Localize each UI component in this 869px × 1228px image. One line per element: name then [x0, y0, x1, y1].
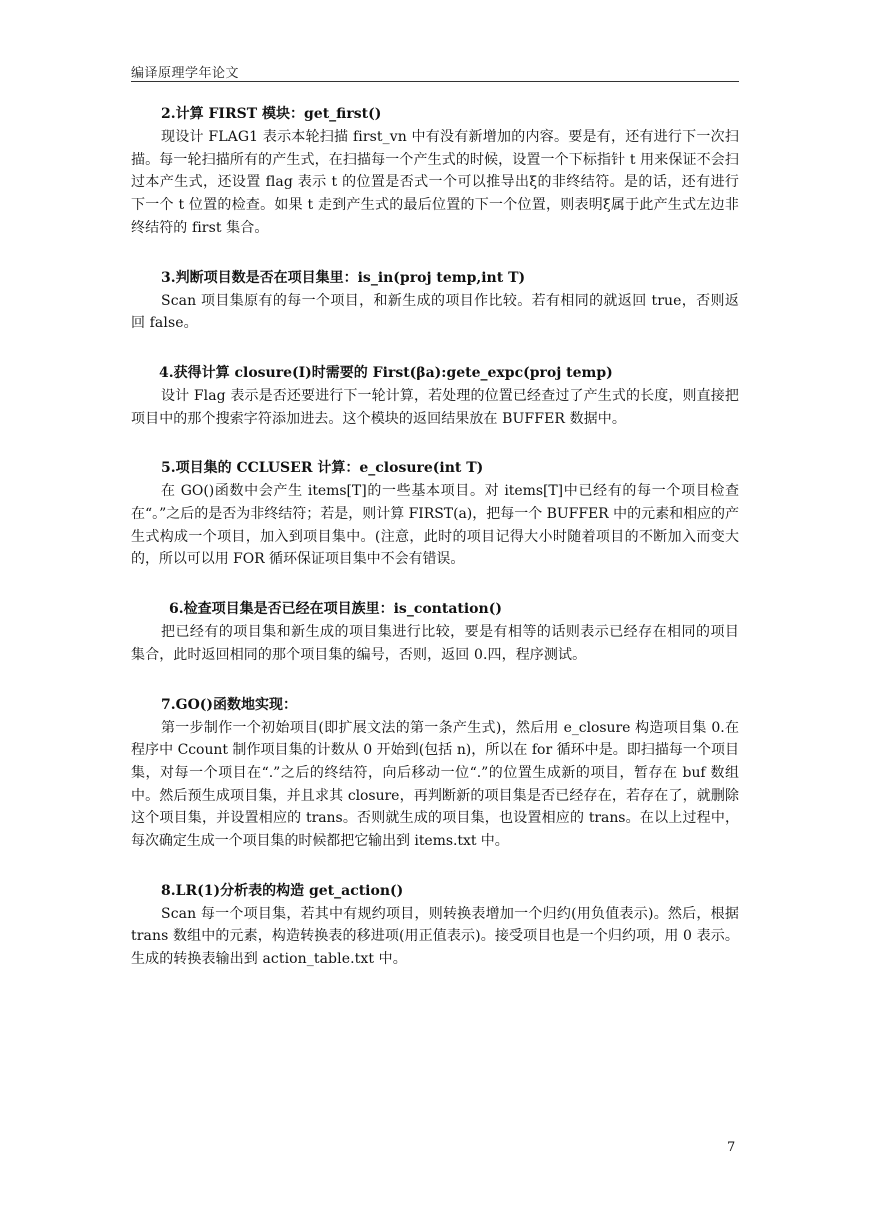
section-get-first — [131, 102, 739, 240]
section-paragraph: 把已经有的项目集和新生成的项目集进行比较，要是有相等的话则表示已经存在相同的项目集合，此时返回相同的那个项目集的编号，否则，返回 0.四，程序测试。 — [131, 624, 739, 663]
section-heading: 2.计算 FIRST 模块：get_first() — [161, 106, 382, 122]
section-heading: 4.获得计算 closure(I)时需要的 First(βa):gete_expc(proj temp) — [159, 364, 613, 381]
section-paragraph: 在 GO()函数中会产生 items[T]的一些基本项目。对 items[T]中已经有的每一个项目检查在“。”之后的是否为非终结符；若是，则计算 FIRST(a)，把每一个 BUFFER 中的元素和相应的产生式构成一个项目，加入到项目集中。(注意，此时的项目记得大小时随着项目的不断加入而变大的，所以可以用 FOR 循环保证项目集中不会有错误。 — [131, 483, 739, 568]
running-header: 编译原理学年论文 — [131, 66, 240, 81]
section-heading: 6.检查项目集是否已经在项目族里：is_contation() — [169, 601, 502, 618]
section-get-action — [131, 879, 739, 971]
page-number: 7 — [727, 1140, 736, 1155]
header-rule — [131, 81, 739, 82]
section-paragraph: 设计 Flag 表示是否还要进行下一轮计算，若处理的位置已经查过了产生式的长度，则直接把项目中的那个搜索字符添加进去。这个模块的返回结果放在 BUFFER 数据中。 — [131, 387, 739, 427]
section-heading: 3.判断项目数是否在项目集里：is_in(proj temp,int T) — [161, 269, 526, 286]
section-paragraph: 第一步制作一个初始项目(即扩展文法的第一条产生式)，然后用 e_closure 构造项目集 0.在程序中 Ccount 制作项目集的计数从 0 开始到(包括 n)，所以在 for 循环中是。即扫描每一个项目集，对每一个项目在“.”之后的终结符，向后移动一位“.”的位置生成新的项目，暂存在 buf 数组中。然后预生成项目集，并且求其 closure，再判断新的项目集是否已经存在，若存在了，就删除这个项目集，并设置相应的 trans。否则就生成的项目集，也设置相应的 trans。在以上过程中，每次确定生成一个项目集的时候都把它输出到 items.txt 中。 — [131, 719, 739, 850]
section-heading: 7.GO()函数地实现： — [161, 696, 298, 713]
section-go-function — [131, 693, 739, 853]
section-is-in — [131, 266, 739, 335]
section-paragraph: Scan 项目集原有的每一个项目，和新生成的项目作比较。若有相同的就返回 true，否则返回 false。 — [131, 292, 739, 332]
page-body — [131, 102, 739, 971]
section-heading: 5.项目集的 CCLUSER 计算：e_closure(int T) — [161, 460, 484, 477]
section-paragraph: 现设计 FLAG1 表示本轮扫描 first_vn 中有没有新增加的内容。要是有，还有进行下一次扫描。每一轮扫描所有的产生式，在扫描每一个产生式的时候，设置一个下标指针 t 用来保证不会扫过本产生式，还设置 flag 表示 t 的位置是否式一个可以推导出ξ的非终结符。是的话，还有进行下一个 t 位置的检查。如果 t 走到产生式的最后位置的下一个位置，则表明ξ属于此产生式左边非终结符的 first 集合。 — [131, 129, 739, 236]
section-paragraph: Scan 每一个项目集，若其中有规约项目，则转换表增加一个归约(用负值表示)。然后，根据 trans 数组中的元素，构造转换表的移进项(用正值表示)。接受项目也是一个归约项，用 0 表示。生成的转换表输出到 action_table.txt 中。 — [131, 905, 739, 968]
section-gete-expc — [131, 361, 739, 430]
section-e-closure — [131, 456, 739, 571]
section-is-contation — [131, 597, 739, 666]
section-heading: 8.LR(1)分析表的构造 get_action() — [161, 882, 404, 899]
